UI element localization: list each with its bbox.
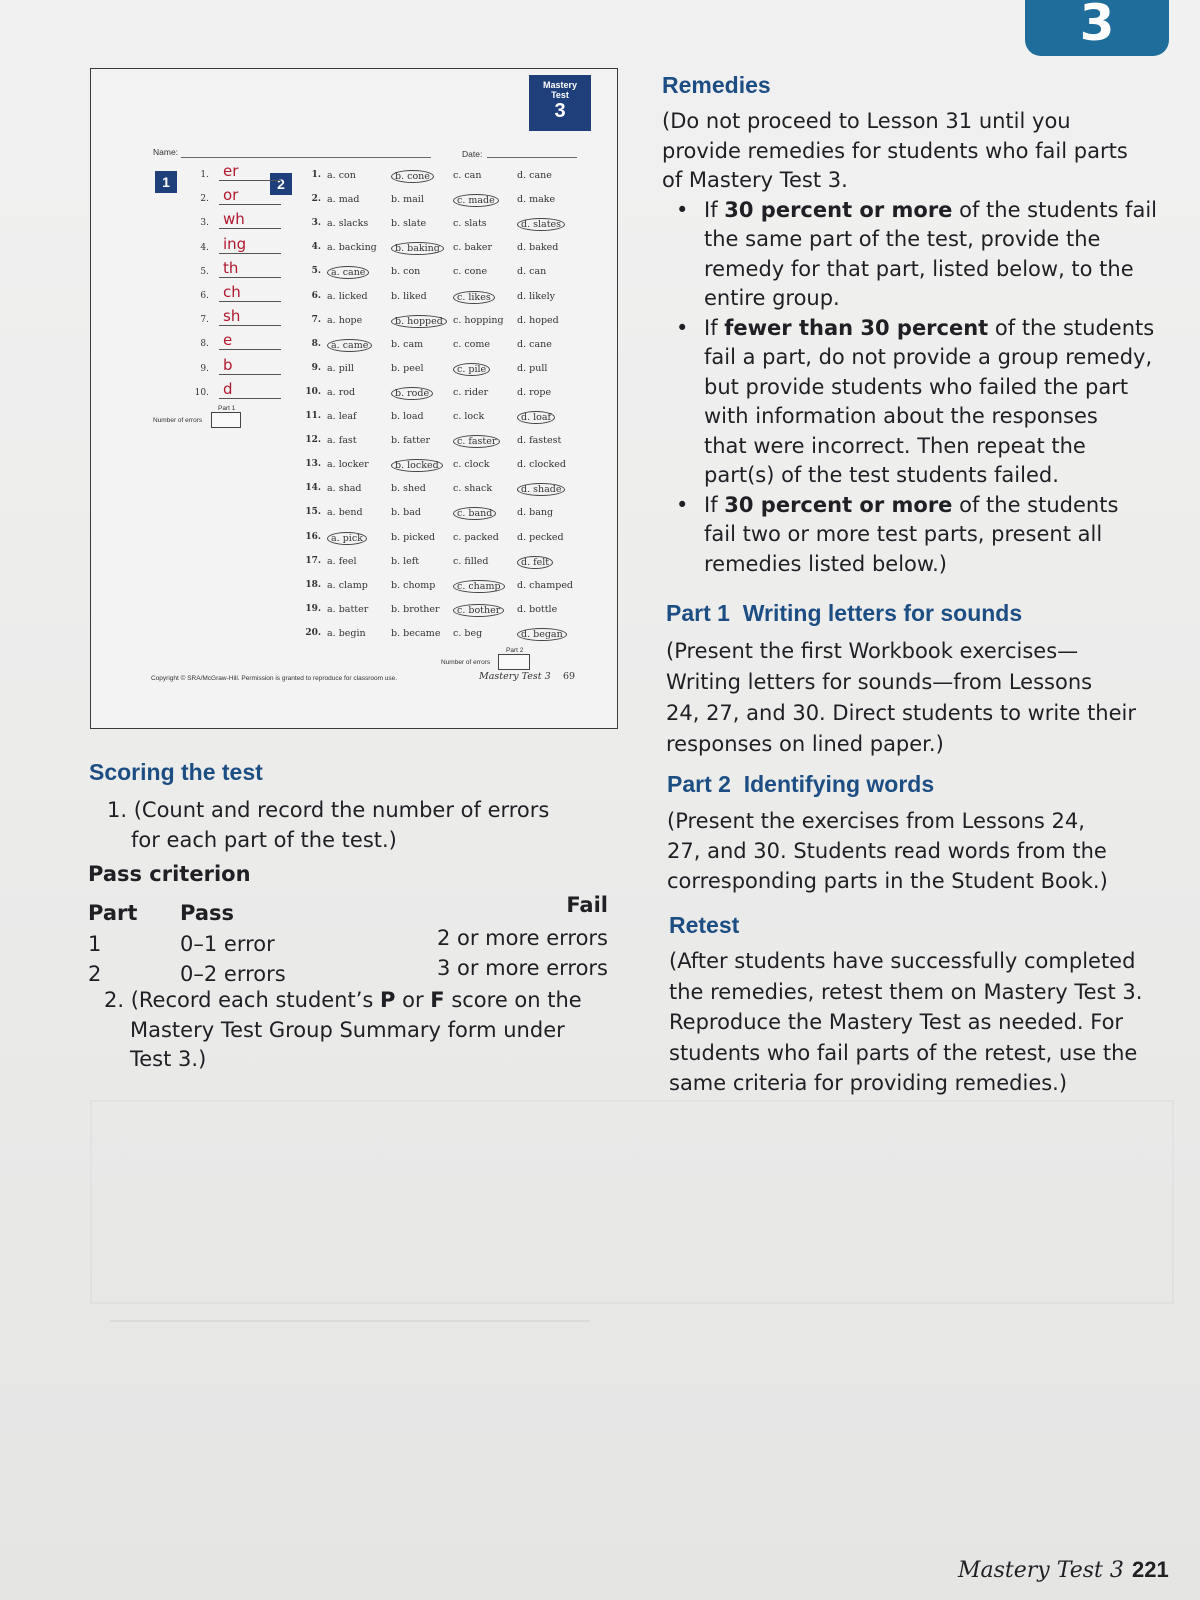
part1-row [191,307,281,333]
part2-errors-box [498,654,530,670]
footer-page-number: 221 [1132,1557,1169,1582]
part2-row [299,576,574,598]
part2-choice-a: a. mad [327,194,360,206]
part1-line: (Present the first Workbook exercises— [666,639,1079,663]
part1-answer: er [219,162,281,181]
mastery-test-worksheet [90,68,618,729]
part2-item-number: 6. [311,290,321,301]
part2-choice-c: c. come [453,338,491,350]
part1-answer: b [219,356,281,375]
b1-pre: If [704,197,725,222]
row2-part: 2 [88,962,102,986]
part2-row [299,552,549,574]
retest-line: same criteria for providing remedies.) [669,1071,1068,1095]
part1-line: 24, 27, and 30. Direct students to write their [666,701,1137,725]
remedies-intro-2: provide remedies for students who fail parts [662,138,1128,163]
part2-item-number: 14. [305,483,321,494]
part1-heading [666,600,1022,627]
name-line [181,157,431,158]
retest-heading: Retest [669,912,740,938]
b1-line: remedy for that part, listed below, to the [704,256,1134,281]
scoring-step2-line1 [104,986,582,1016]
step2-or: or [395,988,431,1012]
part2-choice-a: a. hope [327,314,363,326]
part2-row [299,383,552,405]
part2-item-number: 16. [305,531,321,542]
bullet-dot: • [676,315,689,340]
part1-row [191,355,281,382]
row1-pass: 0–1 error [180,932,275,956]
part2-choice-b: b. rode [391,387,433,400]
part2-choice-c: c. made [453,194,499,207]
part2-choice-c: c. hopping [453,314,504,326]
part2-item-number: 19. [305,603,321,614]
step2-post: score on the [444,988,582,1012]
part2-choice-b: b. locked [391,459,443,472]
part2-choice-d: d. champed [517,579,574,591]
part2-choice-c: c. pile [453,363,490,376]
step2-pre: 2. (Record each student’s [104,988,381,1012]
chapter-tab [1025,0,1169,56]
part2-choice-a: a. licked [327,290,368,302]
b1-line: entire group. [704,286,840,310]
part2-item-number: 9. [311,362,321,373]
part2-choice-c: c. bother [453,604,504,617]
part2-choice-b: b. liked [391,290,427,302]
b3-post: of the students [952,492,1119,517]
part2-item-number: 17. [305,555,321,566]
part2-item-number: 1. [311,170,321,180]
part2-choice-c: c. clock [453,459,490,471]
part2-choice-b: b. chomp [391,579,436,591]
part2-choice-a: a. pill [327,362,354,374]
part2-choice-b: b. baking [391,242,444,255]
remedy-bullet-3 [662,491,1182,580]
part2-row [299,190,556,212]
part2-item-number: 18. [305,579,321,590]
remedies-body [662,107,1182,579]
part2-choice-a: a. locker [327,459,369,471]
part2-choice-a: a. rod [327,386,356,398]
part2-choice-d: d. baked [517,242,559,254]
part2-choice-c: c. packed [453,531,499,543]
b2-line: that were incorrect. Then repeat the [704,433,1086,458]
part2-choice-a: a. clamp [327,579,368,591]
footer-title: Mastery Test 3 [958,1558,1124,1583]
part2-choice-a: a. backing [327,242,377,254]
part2-row [299,407,552,429]
scoring-heading: Scoring the test [89,759,263,785]
badge-line2: Test [551,90,569,100]
part1-item-number: 5. [200,266,209,277]
date-label: Date: [462,149,483,159]
b2-bold: fewer than 30 percent [724,315,989,340]
part2-row [299,238,559,260]
b3-line: remedies listed below.) [704,551,947,576]
part2-row [299,287,555,309]
mastery-test-badge [529,75,591,131]
retest-line: (After students have successfully completed [669,949,1136,973]
part2-choice-d: d. make [517,194,556,206]
part1-item-number: 9. [200,363,209,374]
part1-item-number: 3. [200,218,209,229]
row1-fail: 2 or more errors [436,926,608,950]
col-part: Part [88,901,138,925]
part1-row [191,331,281,357]
part2-choice-a: a. con [327,170,356,181]
part2-choice-b: b. shed [391,483,426,495]
part2-choice-d: d. likely [517,290,555,302]
remedies-intro-1: (Do not proceed to Lesson 31 until you [662,109,1071,133]
part1-item-number: 4. [200,242,209,253]
part1-row [191,234,281,261]
name-label: Name: [153,147,179,157]
part2-item-number: 7. [311,314,321,325]
part2-row [299,311,559,333]
b1-post: of the students fail [952,197,1157,222]
part2-item-number: 20. [305,627,321,638]
col-pass: Pass [180,901,234,925]
part2-choice-d: d. pull [517,362,548,374]
scoring-step2-line2: Mastery Test Group Summary form under [130,1017,565,1042]
part2-choice-c: c. slats [453,218,487,230]
retest-line: the remedies, retest them on Mastery Test 3. [669,979,1143,1004]
part2-choice-c: c. faster [453,435,500,448]
date-line [487,157,577,158]
badge-number: 3 [554,100,566,122]
part1-row [191,210,281,236]
part2-choice-d: d. slates [517,218,565,231]
part2-item-number: 13. [305,459,321,470]
part2-choice-c: c. baker [453,242,493,254]
part1-badge: 1 [155,171,177,193]
part2-choice-a: a. pick [327,532,367,545]
part1-row [191,258,281,285]
b1-bold: 30 percent or more [724,197,953,222]
remedy-bullet-2 [662,314,1182,491]
step2-f: F [430,988,445,1012]
part1-answer: or [219,186,281,205]
scoring-step2 [104,986,582,1075]
errors-label-part1: Number of errors [153,417,203,424]
part2-choice-d: d. loaf [517,411,555,424]
part1-heading-text: Writing letters for sounds [742,600,1023,626]
part2-item-number: 12. [305,435,321,446]
remedy-bullet-1 [662,196,1182,314]
part1-errors-box [211,412,241,428]
part2-row [299,528,564,550]
part2-choice-d: d. bang [517,507,554,519]
part2-choice-b: b. cam [391,338,424,350]
part2-line: corresponding parts in the Student Book.) [667,869,1108,893]
part2-item-number: 10. [305,386,321,397]
scoring-step1-line1: 1. (Count and record the number of errors [107,798,550,822]
part2-choice-d: d. hoped [517,314,559,326]
part2-choice-c: c. lock [453,411,485,422]
part2-item-number: 4. [311,242,321,253]
part2-choice-a: a. leaf [327,411,357,422]
part2-choice-c: c. rider [453,386,489,398]
worksheet-footer-page: 69 [563,671,576,682]
part2-choice-d: d. rope [517,386,552,398]
part2-choice-c: c. beg [453,627,483,639]
b3-pre: If [704,492,725,517]
worksheet-footer-title: Mastery Test 3 [479,671,551,682]
part2-heading-text: Identifying words [743,771,935,797]
part2-choice-b: b. mail [391,194,424,206]
part2-choice-a: a. feel [327,555,357,567]
part2-row [299,455,566,477]
part2-choice-c: c. can [453,170,482,181]
chapter-number: 3 [1079,0,1115,52]
part2-choice-d: d. fastest [517,435,562,447]
part2-badge: 2 [270,173,292,195]
part2-row [299,624,563,646]
part2-item-number: 5. [311,266,321,277]
col-fail: Fail [566,893,608,917]
part1-item-number: 10. [194,387,209,398]
part2-heading-num: Part 2 [667,771,731,797]
b2-line: but provide students who failed the part [704,374,1129,399]
part2-choice-b: b. cone [391,170,434,183]
part2-choice-a: a. slacks [327,218,369,230]
part2-heading [667,771,934,798]
bullet-dot: • [676,492,689,517]
part1-line: Writing letters for sounds—from Lessons [666,670,1093,694]
part1-box-label: Part 1 [218,405,236,412]
b2-line: part(s) of the test students failed. [704,463,1059,487]
part2-choice-c: c. champ [453,580,505,593]
part2-box-label: Part 2 [506,647,524,654]
remedies-intro-3: of Mastery Test 3. [662,168,848,192]
part1-item-number: 2. [200,194,209,205]
part2-row [299,262,549,284]
errors-label-part2: Number of errors [441,659,491,666]
part1-line: responses on lined paper.) [666,732,944,756]
part2-choice-d: d. pecked [517,531,564,543]
part2-choice-c: c. cone [453,266,488,278]
part2-item-number: 15. [305,507,321,518]
part2-choice-b: b. left [391,555,420,567]
part2-choice-a: a. cane [327,266,369,279]
b2-line: fail a part, do not provide a group remedy, [704,345,1153,369]
part2-item-number: 11. [305,411,321,421]
part2-choice-a: a. batter [327,603,369,615]
part2-row [299,600,558,622]
part2-choice-d: d. felt [517,556,553,569]
part2-choice-b: b. fatter [391,435,431,447]
part1-body [666,636,1186,760]
part2-choice-b: b. hopped [391,315,447,328]
part2-choice-c: c. band [453,507,496,520]
part2-choice-a: a. begin [327,627,366,639]
part2-item-number: 2. [311,194,321,205]
retest-body [669,946,1189,1099]
part1-answer: sh [219,307,281,326]
part1-row [191,283,281,309]
remedies-heading: Remedies [662,72,771,98]
step2-p: P [380,988,396,1012]
part2-choice-a: a. came [327,339,372,352]
part1-item-number: 7. [200,315,209,326]
part1-answer: e [219,331,281,350]
b2-pre: If [704,315,725,340]
copyright: Copyright © SRA/McGraw-Hill. Permission is granted to reproduce for classroom use. [151,675,398,682]
part2-choice-a: a. fast [327,435,357,447]
row2-pass: 0–2 errors [180,962,286,986]
b2-post: of the students [988,315,1155,340]
retest-line: Reproduce the Mastery Test as needed. For [669,1010,1124,1034]
part2-row [299,479,562,501]
part2-choice-c: c. filled [453,555,489,567]
part2-row [299,359,549,381]
part2-choice-d: d. clocked [517,459,566,471]
part1-answer: wh [219,210,281,229]
part2-choice-b: b. bad [391,507,421,519]
part1-answer: ch [219,283,281,302]
b1-line: the same part of the test, provide the [704,227,1101,251]
row1-part: 1 [88,932,102,956]
part1-answer: th [219,259,281,278]
bullet-dot: • [676,197,689,222]
part2-choice-d: d. began [517,628,567,641]
part2-body [667,806,1187,896]
scoring-step1 [107,796,549,855]
part2-choice-a: a. bend [327,507,363,519]
part2-choice-b: b. con [391,266,421,278]
part1-item-number: 1. [200,170,209,180]
part2-row [299,166,552,188]
part2-choice-c: c. likes [453,291,495,304]
part2-choice-b: b. brother [391,603,440,615]
part2-row [299,503,554,525]
part2-choice-b: b. peel [391,362,424,374]
part2-line: (Present the exercises from Lessons 24, [667,809,1085,833]
part2-row [299,431,562,453]
part2-choice-b: b. load [391,411,424,422]
row2-fail: 3 or more errors [436,956,608,980]
b2-line: with information about the responses [704,404,1098,428]
pass-criterion-label: Pass criterion [88,862,251,886]
b3-bold: 30 percent or more [724,492,953,517]
b3-line: fail two or more test parts, present all [704,522,1103,546]
part1-row [191,186,281,212]
part2-item-number: 8. [311,338,321,349]
part1-item-number: 8. [200,339,209,350]
part1-row [191,379,281,406]
part2-row [299,335,552,357]
part2-choice-d: d. bottle [517,603,558,615]
part1-item-number: 6. [200,291,209,301]
retest-line: students who fail parts of the retest, use the [669,1040,1138,1065]
part1-answer: d [219,380,281,399]
part2-choice-b: b. picked [391,531,436,543]
scoring-step1-line2: for each part of the test.) [131,827,397,852]
part2-line: 27, and 30. Students read words from the [667,839,1107,863]
part2-choice-a: a. shad [327,483,362,495]
part2-choice-b: b. slate [391,218,427,230]
part2-item-number: 3. [311,218,321,229]
part2-choice-b: b. became [391,627,441,639]
part2-choice-d: d. can [517,266,547,278]
badge-line1: Mastery [542,80,578,90]
part2-choice-d: d. shade [517,483,565,496]
part1-answer: ing [219,235,281,254]
part1-heading-num: Part 1 [666,600,730,626]
scoring-step2-line3: Test 3.) [130,1047,207,1071]
part1-row [191,162,281,188]
part2-choice-c: c. shack [453,483,493,495]
part2-choice-d: d. cane [517,170,552,181]
part2-row [299,214,562,236]
part2-choice-d: d. cane [517,338,552,350]
